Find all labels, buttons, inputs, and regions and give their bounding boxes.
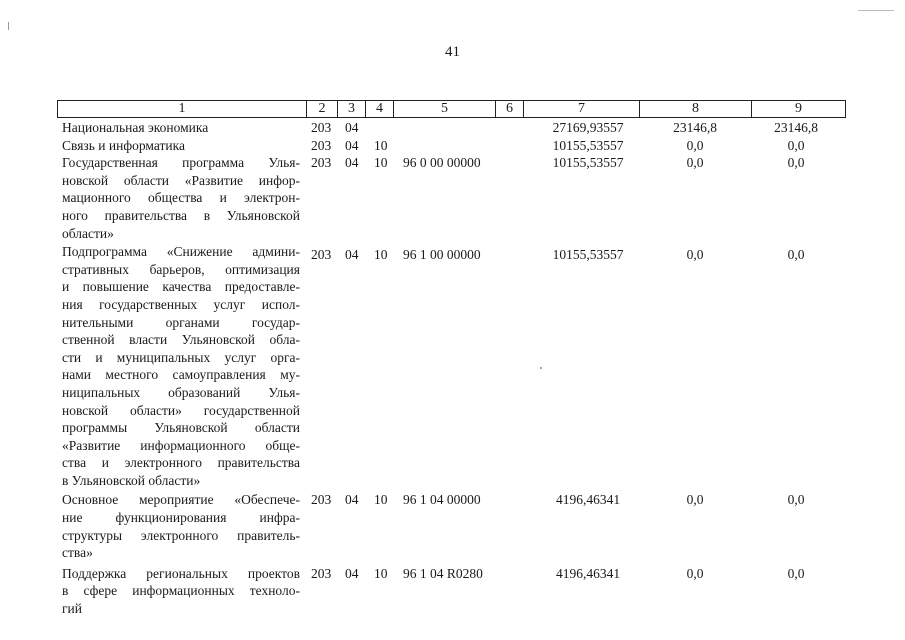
scan-artifact [858,10,894,11]
row-name-line: «Развитие информационного обще- [62,437,300,453]
scan-artifact [8,22,9,30]
row-name-line: гий [62,601,82,617]
target-article-column: 96 1 04 00000 [403,492,481,508]
target-article-column: 96 0 00 00000 [403,155,481,171]
row-name [62,137,300,155]
code-column: 203 [311,565,332,581]
subsection-column: 10 [374,137,388,153]
amount-column-7: 10155,53557 [552,137,624,153]
column-number-header [57,100,846,118]
section-column: 04 [345,155,359,171]
table-row [0,565,905,618]
budget-table-body [0,119,905,618]
amount-column-7: 10155,53557 [552,155,624,171]
row-name-line: ства и электронного правительства [62,455,300,471]
amount-column-9: 0,0 [787,247,805,263]
row-name-line: мационного общества и электрон- [62,190,300,206]
code-column: 203 [311,247,332,263]
row-name-line: программы Ульяновской области [62,420,300,436]
table-row [0,243,905,489]
amount-column-9: 0,0 [787,492,805,508]
column-header-7: 7 [524,101,640,117]
row-name-line: новской области» государственной [62,402,300,418]
section-column: 04 [345,492,359,508]
row-name-line: Подпрограмма «Снижение админи- [62,244,300,260]
section-column: 04 [345,247,359,263]
row-name-line: Основное мероприятие «Обеспече- [62,492,300,508]
code-column: 203 [311,137,332,153]
section-column: 04 [345,120,359,135]
column-header-8: 8 [640,101,752,117]
table-row [0,154,905,242]
row-name-line: Государственная программа Улья- [62,155,300,171]
amount-column-7: 4196,46341 [555,565,621,581]
amount-column-9: 0,0 [787,565,805,581]
row-name-line: Поддержка региональных проектов [62,565,300,581]
row-name-line: новской области «Развитие инфор- [62,172,300,188]
section-column: 04 [345,137,359,153]
column-header-6: 6 [496,101,524,117]
column-header-4: 4 [366,101,394,117]
amount-column-8: 23146,8 [673,120,717,135]
table-row [0,137,905,155]
row-name-line: области» [62,225,114,241]
target-article-column: 96 1 00 00000 [403,247,481,263]
amount-column-7: 27169,93557 [552,120,624,135]
row-name-line: сти и муниципальных услуг орга- [62,349,300,365]
amount-column-9: 23146,8 [774,120,818,135]
section-column: 04 [345,565,359,581]
subsection-column: 10 [374,155,388,171]
row-name-line: в Ульяновской области» [62,472,201,488]
scan-artifact [540,367,542,369]
table-row [0,491,905,561]
column-header-2: 2 [307,101,338,117]
subsection-column: 10 [374,247,388,263]
column-header-3: 3 [338,101,366,117]
row-name-line: Национальная экономика [62,120,209,135]
row-name-line: нительными органами государ- [62,314,300,330]
row-name [62,491,300,561]
column-header-9: 9 [795,101,802,116]
amount-column-9: 0,0 [787,137,805,153]
amount-column-7: 4196,46341 [555,492,621,508]
row-name-line: нами местного самоуправления му- [62,367,300,383]
row-name-line: ственной власти Ульяновской обла- [62,332,300,348]
row-name-line: ния государственных услуг испол- [62,296,300,312]
page-number: 41 [445,44,460,60]
row-name-line: и повышение качества предоставле- [62,279,300,295]
code-column: 203 [311,492,332,508]
row-name-line: в сфере информационных техноло- [62,583,300,599]
subsection-column: 10 [374,492,388,508]
row-name-line: стративных барьеров, оптимизация [62,261,300,277]
target-article-column: 96 1 04 R0280 [403,565,483,581]
code-column: 203 [311,155,332,171]
code-column: 203 [311,120,332,135]
row-name-line: ства» [62,545,93,561]
amount-column-7: 10155,53557 [552,247,624,263]
amount-column-8: 0,0 [686,492,704,508]
row-name-line: ниципальных образований Улья- [62,384,300,400]
column-header-1: 1 [58,101,307,117]
row-name [62,154,300,242]
subsection-column: 10 [374,565,388,581]
row-name-line: структуры электронного правитель- [62,527,300,543]
amount-column-8: 0,0 [686,565,704,581]
amount-column-8: 0,0 [686,137,704,153]
row-name-line: ного правительства в Ульяновской [62,207,300,223]
table-row [0,119,905,137]
amount-column-8: 0,0 [686,247,704,263]
row-name-line: ние функционирования инфра- [62,510,300,526]
row-name [62,119,300,137]
amount-column-9: 0,0 [787,155,805,171]
amount-column-8: 0,0 [686,155,704,171]
row-name [62,243,300,489]
row-name [62,565,300,618]
row-name-line: Связь и информатика [62,137,185,153]
column-header-5: 5 [394,101,496,117]
